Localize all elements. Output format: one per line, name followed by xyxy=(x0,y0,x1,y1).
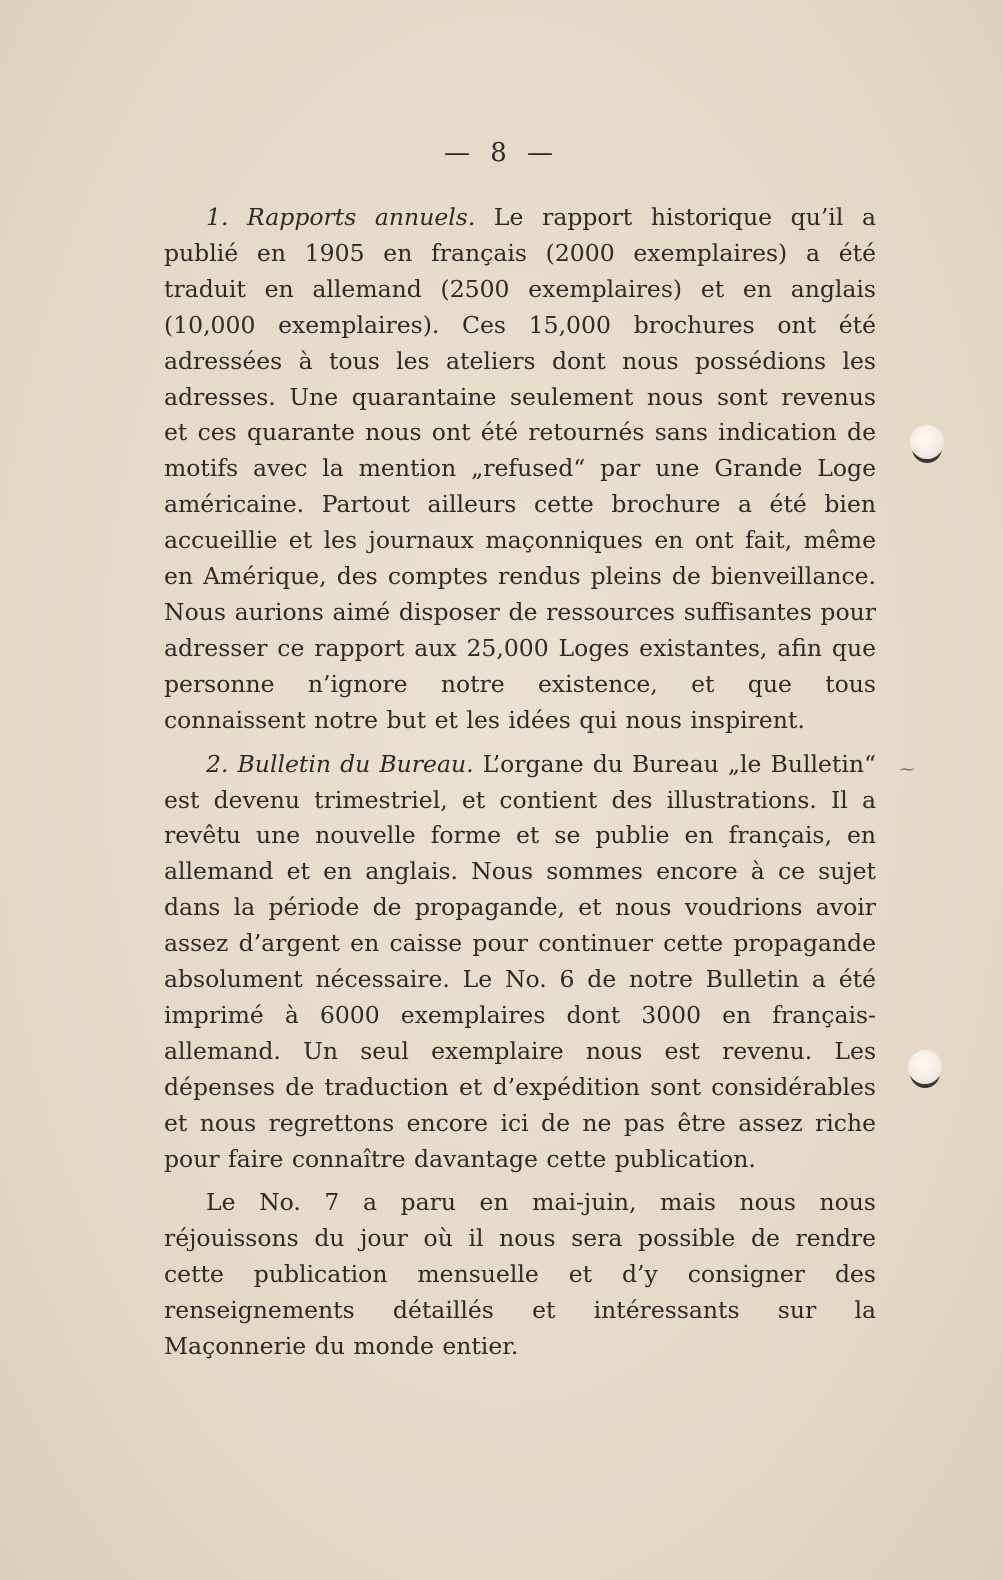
paragraph-bulletin-du-bureau xyxy=(164,747,876,1178)
paragraph-text: Le rapport historique qu’il a publié en 1905 en français (2000 exemplaires) a été traduit en allemand (2500 exemplaires) et en anglais (10,000 exemplaires). Ces 15,000 brochures ont été adressées à tous les ateliers dont nous possédions les adresses. Une quarantaine seulement nous sont revenus et ces quarante nous ont été retournés sans indication de motifs avec la mention „refused“ par une Grande Loge américaine. Partout ailleurs cette brochure a été bien accueillie et les journaux maçonniques en ont fait, même en Amérique, des comptes rendus pleins de bienveillance. Nous aurions aimé disposer de ressources suffisantes pour adresser ce rapport aux 25,000 Loges existantes, afin que personne n’ignore notre existence, et que tous connaissent notre but et les idées qui nous inspirent. xyxy=(164,203,876,734)
paper-mark: ⁓ xyxy=(900,762,914,778)
paragraph-rapports-annuels xyxy=(164,200,876,739)
section-heading: 2. Bulletin du Bureau. xyxy=(206,749,474,778)
binding-hole-upper xyxy=(910,425,944,459)
binding-hole-lower xyxy=(908,1050,942,1084)
paragraph-text: L’organe du Bureau „le Bulletin“ est devenu trimestriel, et contient des illustrations. Il a revêtu une nouvelle forme et se publie en français, en allemand et en anglais. Nous sommes encore à ce sujet dans la période de propagande, et nous voudrions avoir assez d’argent en caisse pour continuer cette propagande absolument nécessaire. Le No. 6 de notre Bulletin a été imprimé à 6000 exemplaires dont 3000 en français-allemand. Un seul exemplaire nous est revenu. Les dépenses de traduction et d’expédition sont considérables et nous regrettons encore ici de ne pas être assez riche pour faire connaître davantage cette publication. xyxy=(164,749,877,1173)
section-heading: 1. Rapports annuels. xyxy=(206,203,476,231)
page-number: — 8 — xyxy=(443,138,560,168)
paragraph-text: Le No. 7 a paru en mai-juin, mais nous nous réjouissons du jour où il nous sera possible de rendre cette publication mensuelle et d’y consigner des renseignements détaillés et intéressants sur la Maçonnerie du monde entier. xyxy=(164,1188,876,1361)
document-body xyxy=(164,200,876,1373)
paragraph-no-7 xyxy=(164,1185,876,1365)
